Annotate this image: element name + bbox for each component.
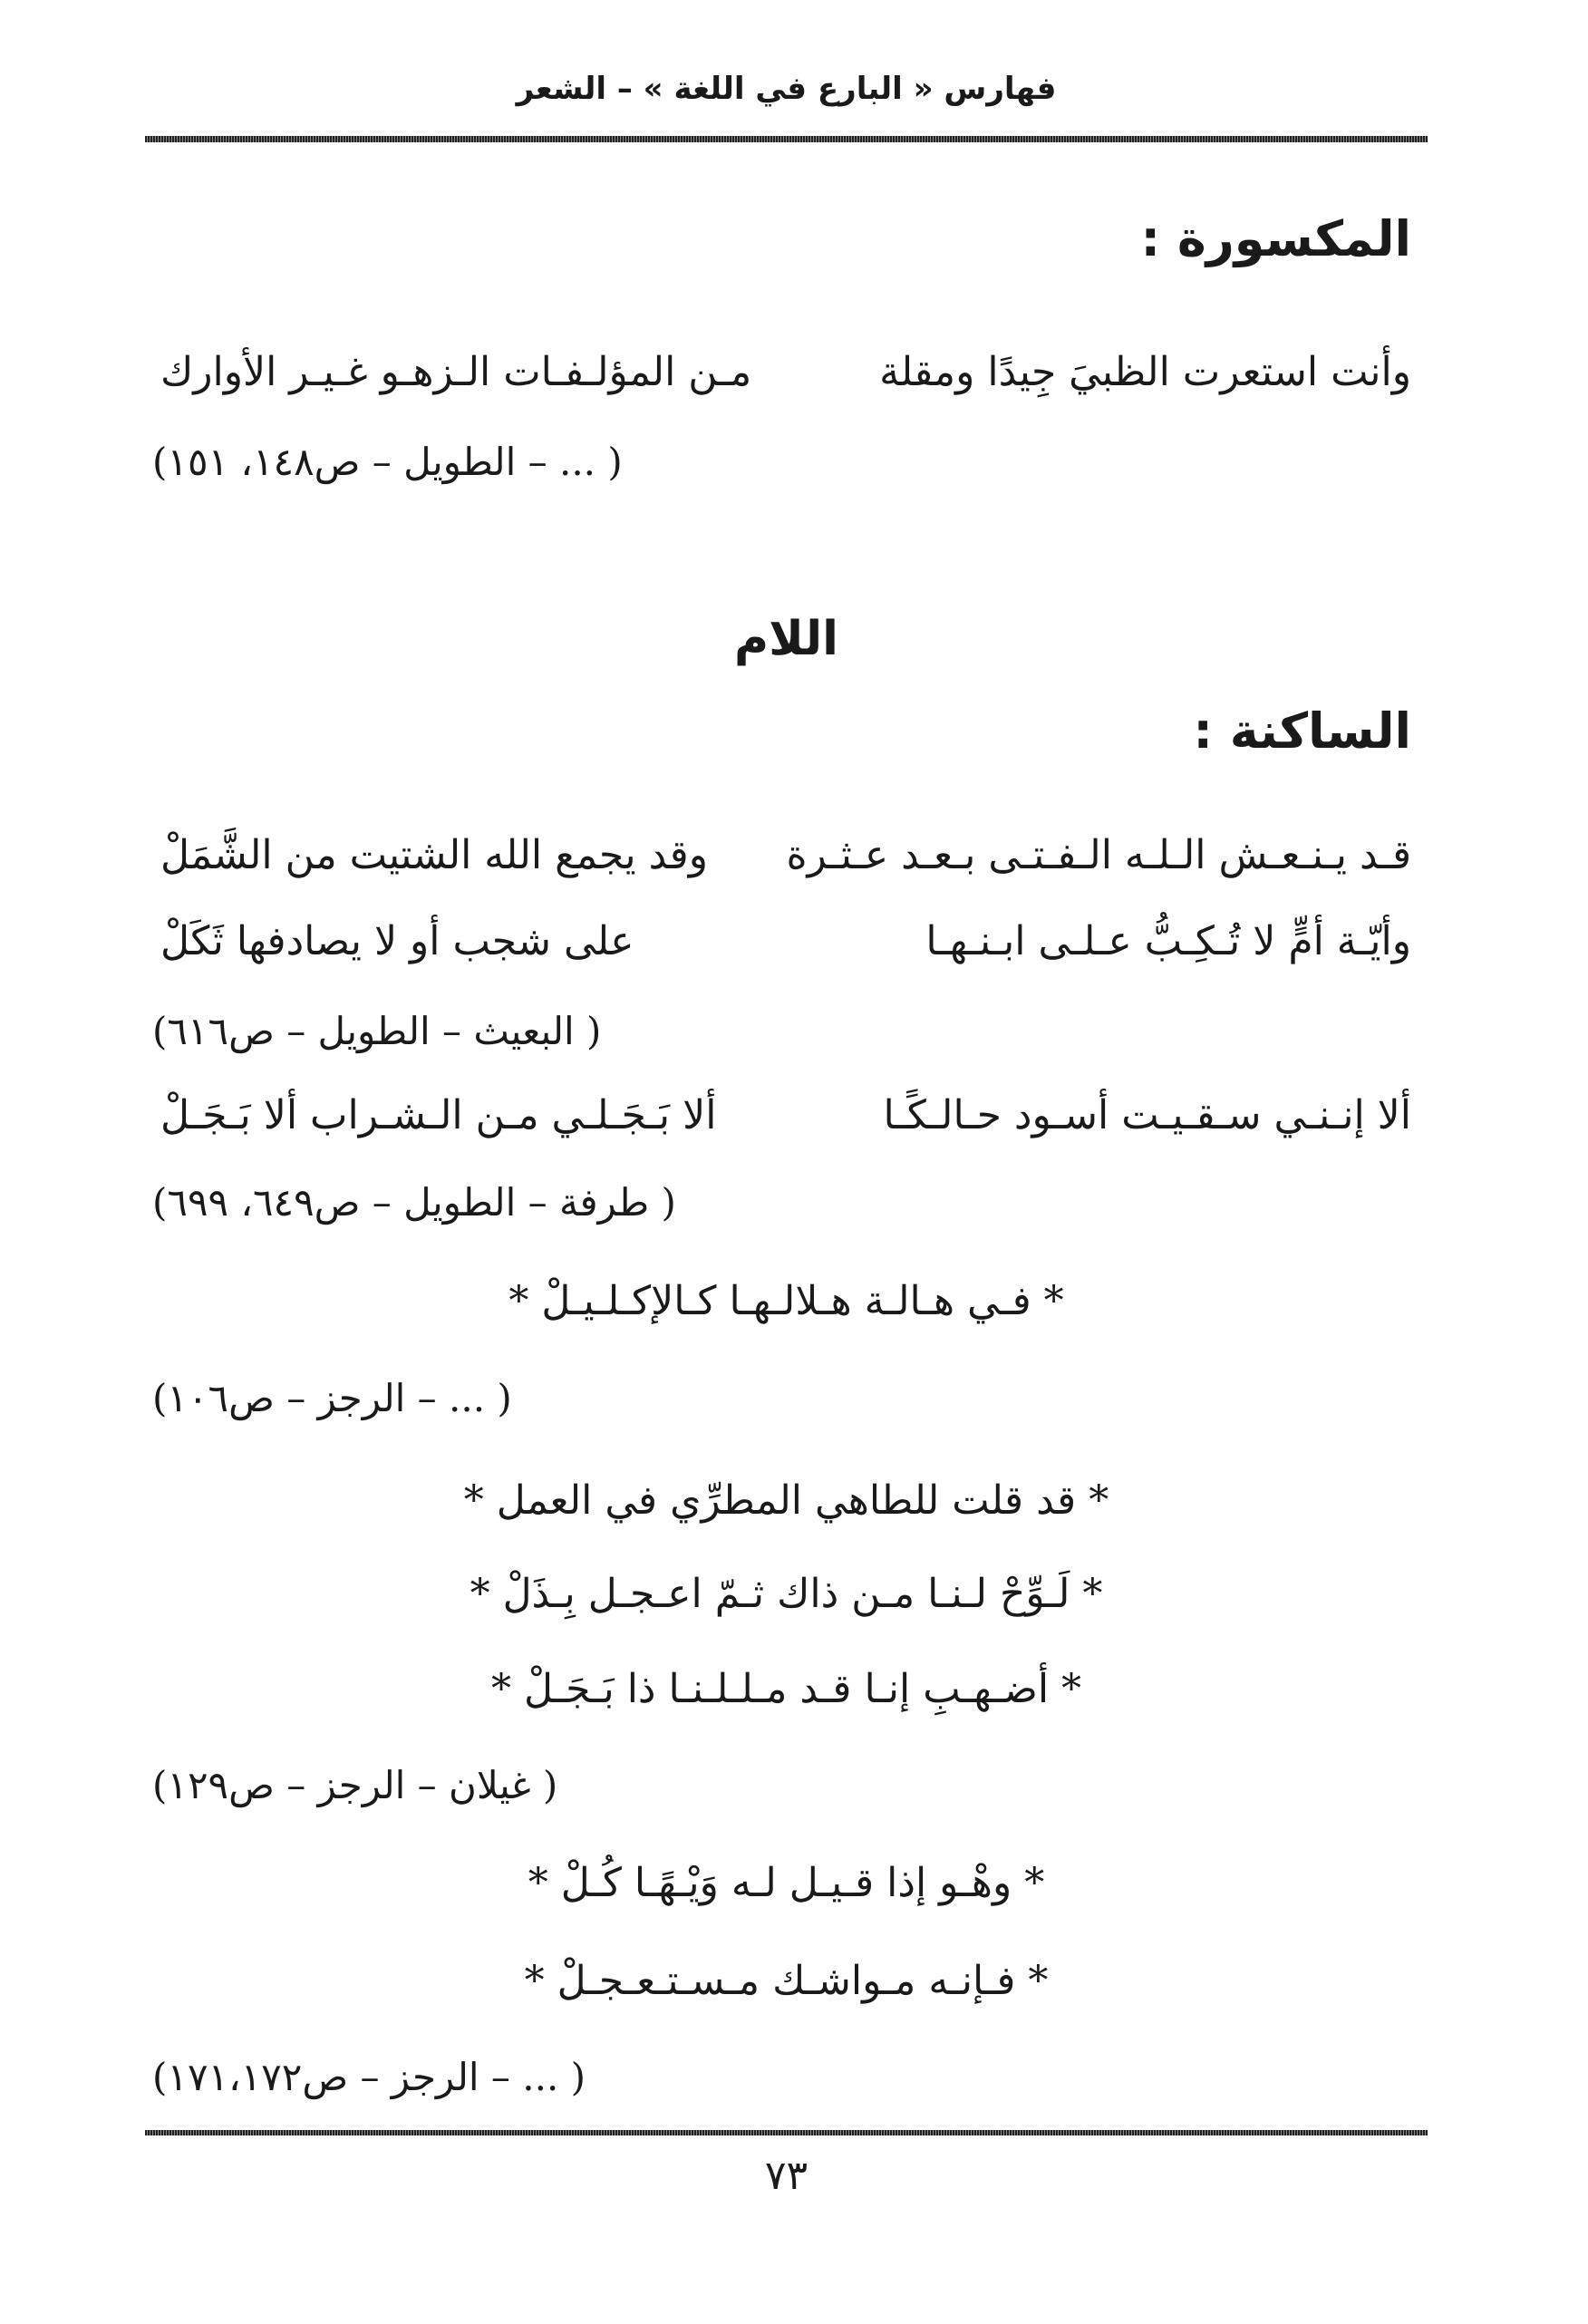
verse-line [160,832,1411,896]
verse-line [160,349,1411,412]
verse-first-hemistich: قـد يـنـعـش الـلـه الـفـتـى بـعـد عـثـرة [786,832,1411,878]
verse-reference: ( طرفة – الطويل – ص٦٤٩، ٦٩٩) [152,1180,676,1225]
rajaz-line: * وهْـو إذا قـيـل لـه وَيْـهًـا كُـلْ * [528,1860,1045,1906]
section-heading-maksura: المكسورة : [1140,210,1411,267]
rajaz-line: * فـإنـه مـواشـك مـسـتـعـجـلْ * [524,1958,1049,2004]
verse-reference: ( ... – الطويل – ص١٤٨، ١٥١) [152,440,623,484]
verse-line [160,1092,1411,1156]
rajaz-line: * فـي هـالـة هـلالـهـا كـالإكـلـيـلْ * [508,1278,1064,1324]
verse-second-hemistich: ألا بَـجَـلـي مـن الـشـراب ألا بَـجَـلْ [160,1092,717,1138]
header-rule [145,136,1428,142]
verse-first-hemistich: وأنت استعرت الظبيَ جِيدًا ومقلة [879,349,1411,395]
verse-reference: ( ... – الرجز – ص١٠٦) [152,1376,512,1420]
running-header: فهارس « البارع في اللغة » – الشعر [516,71,1057,107]
section-heading-sakina: الساكنة : [1193,702,1411,760]
verse-second-hemistich: مـن المؤلـفـات الـزهـو غـيـر الأوارك [160,349,752,395]
footer-rule [145,2130,1428,2135]
rajaz-line: * قد قلت للطاهي المطرِّي في العمل * [463,1477,1109,1524]
verse-second-hemistich: على شجب أو لا يصادفها ثَكَلْ [160,918,634,964]
verse-first-hemistich: ألا إنـنـي سـقـيـت أسـود حـالـكًـا [883,1092,1411,1138]
verse-reference: ( ... – الرجز – ص١٧١،١٧٢) [152,2055,586,2099]
rajaz-line: * لَـوِّحْ لـنـا مـن ذاك ثـمّ اعـجـل بِـذَلْ * [470,1571,1103,1617]
verse-reference: ( البعيث – الطويل – ص٦١٦) [152,1009,602,1053]
page-number: ٧٣ [764,2153,809,2199]
verse-first-hemistich: وأيّـة أمٍّ لا تُـكِـبُّ عـلـى ابـنـهـا [925,918,1411,964]
rajaz-line: * أضـهـبِ إنـا قـد مـلـلـنـا ذا بَـجَـلْ * [490,1666,1082,1712]
verse-line [160,918,1411,982]
verse-second-hemistich: وقد يجمع الله الشتيت من الشَّمَلْ [160,832,708,878]
section-title-lam: اللام [734,612,838,666]
verse-reference: ( غيلان – الرجز – ص١٢٩) [152,1763,558,1807]
